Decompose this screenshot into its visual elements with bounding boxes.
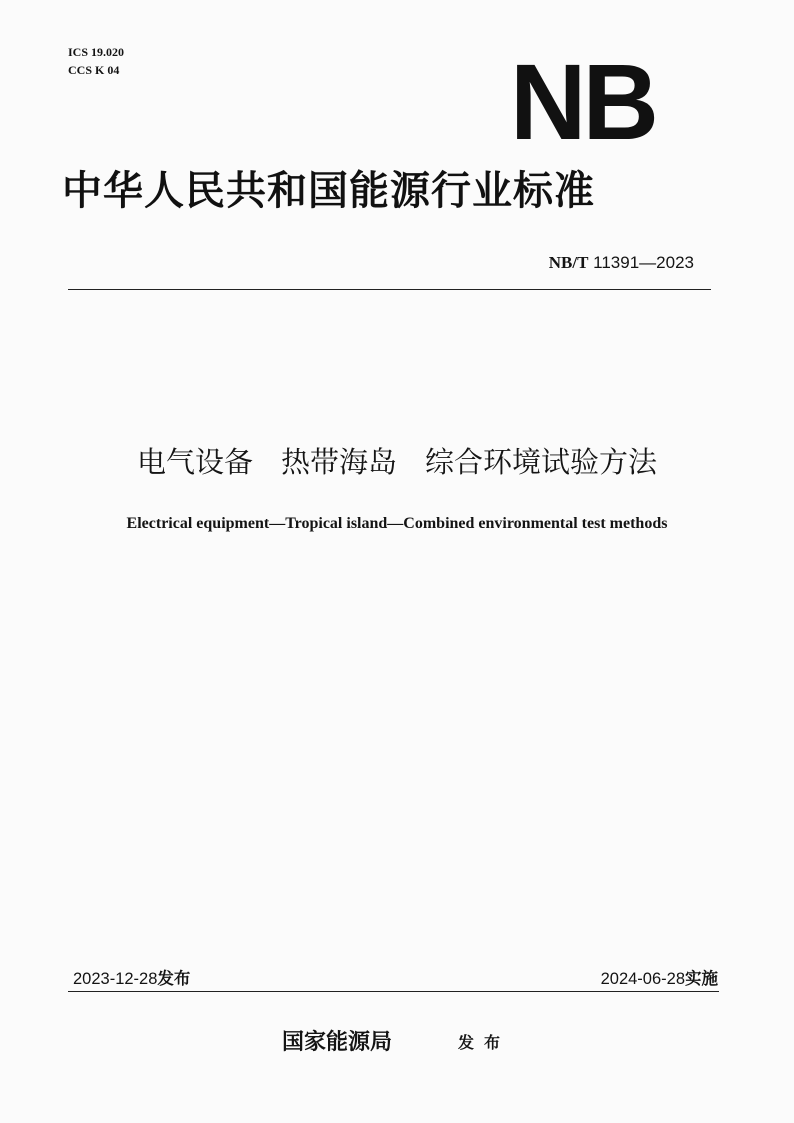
chinese-title-part-2: 热带海岛 <box>280 445 397 479</box>
chinese-title-part-1: 电气设备 <box>136 445 253 479</box>
nb-logo: NB <box>510 41 656 162</box>
issue-date <box>73 969 190 989</box>
english-title: Electrical equipment—Tropical island—Combined environmental test methods <box>126 515 668 532</box>
implementation-date-value: 2024-06-28 <box>600 970 685 988</box>
bottom-divider <box>68 991 719 992</box>
standard-number-prefix: NB/T <box>548 253 589 272</box>
chinese-title-part-3: 综合环境试验方法 <box>425 445 658 479</box>
standard-number-value: 11391—2023 <box>593 253 694 272</box>
ccs-code: CCS K 04 <box>68 63 120 77</box>
top-divider <box>68 289 711 290</box>
standard-type-heading: 中华人民共和国能源行业标准 <box>62 167 595 214</box>
publisher-name: 国家能源局 <box>282 1029 393 1055</box>
issue-date-label: 发布 <box>157 969 191 988</box>
standard-number <box>549 253 694 273</box>
ics-code: ICS 19.020 <box>68 45 125 59</box>
implementation-date <box>601 969 718 989</box>
issue-date-value: 2023-12-28 <box>73 970 158 988</box>
chinese-title <box>0 444 794 480</box>
implementation-date-label: 实施 <box>685 969 718 988</box>
publish-label: 发布 <box>458 1033 511 1052</box>
